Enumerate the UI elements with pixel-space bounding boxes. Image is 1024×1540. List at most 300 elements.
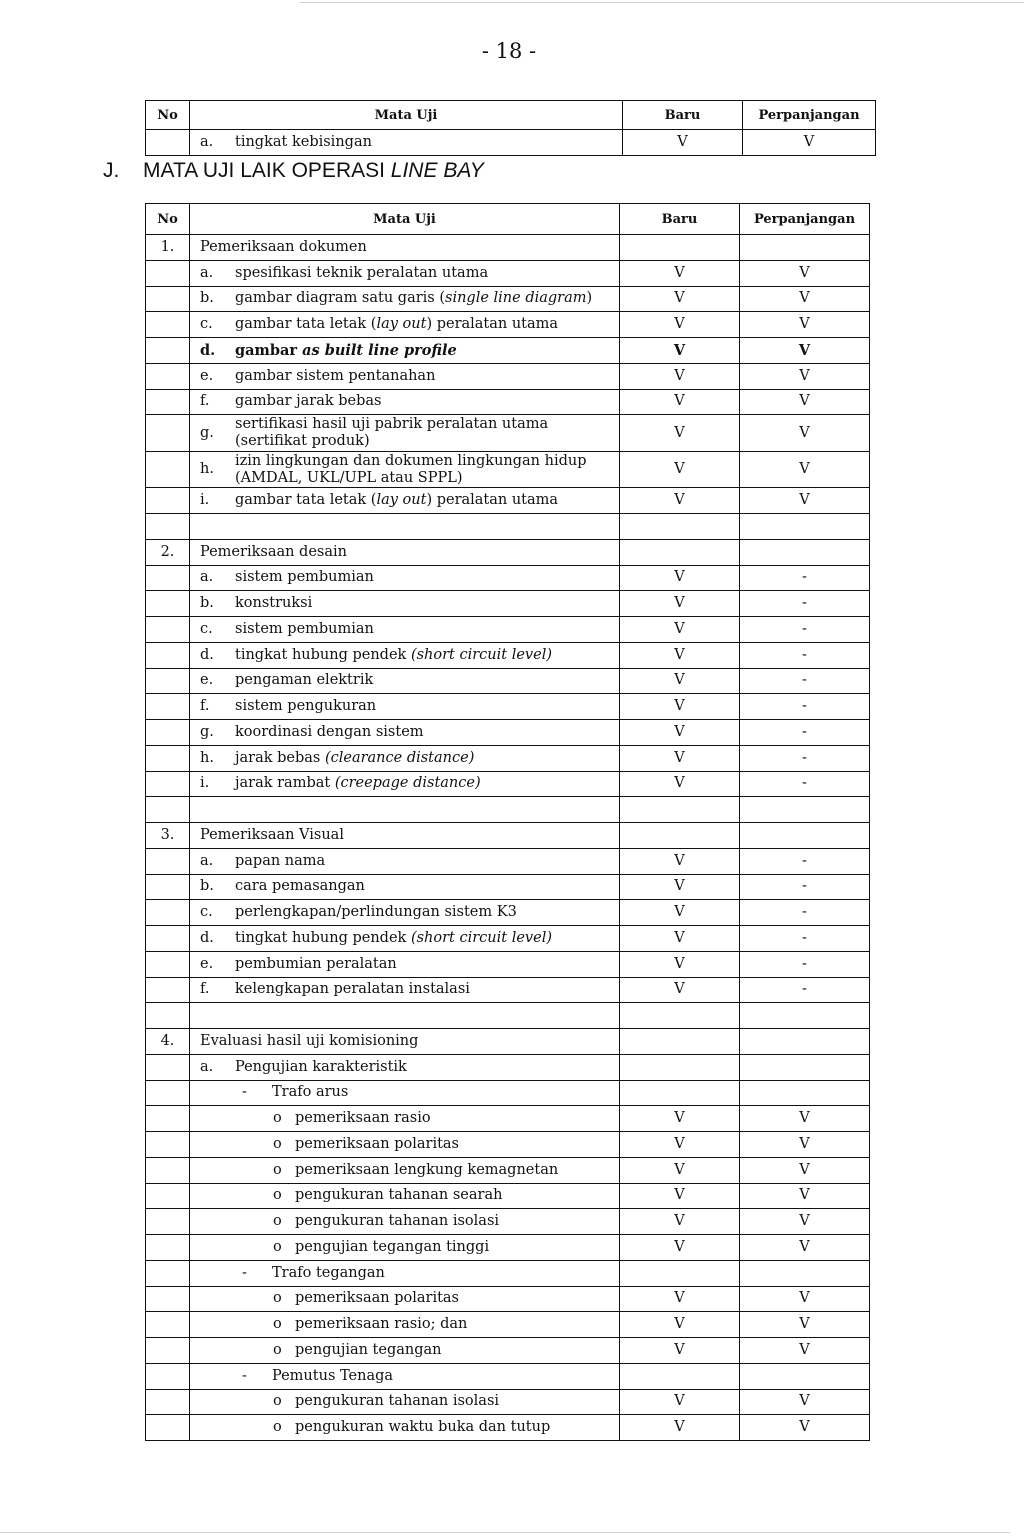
no-cell — [146, 312, 190, 337]
perpanjangan-mark: - — [802, 749, 807, 766]
text-segment: gambar tata letak ( — [235, 316, 377, 333]
text-line — [295, 1316, 467, 1333]
item-text — [235, 853, 325, 870]
item-text — [235, 316, 558, 333]
table-row — [146, 926, 870, 952]
text-segment: tingkat hubung pendek — [235, 929, 411, 946]
text-segment: Trafo arus — [272, 1084, 349, 1101]
table-row — [146, 978, 870, 1004]
no-cell — [146, 1287, 190, 1312]
no-cell — [146, 591, 190, 616]
no-cell — [146, 1209, 190, 1234]
perpanjangan-mark: V — [799, 1238, 810, 1255]
mata-uji-cell — [190, 1158, 620, 1183]
no-cell — [146, 952, 190, 977]
category-title — [200, 1033, 418, 1050]
baru-mark: V — [673, 341, 686, 359]
table-row — [146, 261, 870, 287]
baru-mark: V — [674, 1161, 685, 1178]
perpanjangan-cell — [740, 978, 870, 1003]
text-line — [235, 621, 374, 638]
item-letter: e. — [200, 672, 214, 689]
baru-mark: V — [674, 620, 685, 637]
item-letter: a. — [200, 1058, 214, 1075]
table-row — [146, 452, 870, 489]
table-row — [146, 1158, 870, 1184]
row-number: 2. — [160, 543, 175, 560]
table-row — [146, 364, 870, 390]
mata-uji-cell — [190, 1287, 620, 1312]
item-text — [235, 698, 376, 715]
item-letter: c. — [200, 904, 213, 921]
mata-uji-cell — [190, 617, 620, 642]
perpanjangan-cell — [740, 1261, 870, 1286]
bullet-marker: o — [273, 1187, 282, 1204]
table-row — [146, 643, 870, 669]
baru-mark: V — [674, 775, 685, 792]
header-perpanjangan — [743, 101, 876, 129]
perpanjangan-cell — [740, 952, 870, 977]
item-letter: f. — [200, 698, 210, 715]
item-letter: h. — [200, 461, 214, 477]
no-cell — [146, 338, 190, 363]
category-title — [200, 827, 344, 844]
baru-cell — [620, 1415, 740, 1440]
perpanjangan-cell — [740, 514, 870, 539]
no-cell — [146, 488, 190, 513]
no-cell — [146, 823, 190, 848]
mata-uji-cell — [190, 772, 620, 797]
baru-cell — [620, 1390, 740, 1415]
perpanjangan-cell — [740, 643, 870, 668]
category-title — [200, 544, 347, 561]
text-segment: pemeriksaan lengkung kemagnetan — [295, 1161, 559, 1178]
text-segment: jarak rambat — [235, 775, 335, 792]
perpanjangan-cell — [740, 849, 870, 874]
mata-uji-cell — [190, 1209, 620, 1234]
item-letter: a. — [200, 264, 214, 281]
dash-marker: - — [242, 1264, 247, 1281]
table-row — [146, 746, 870, 772]
text-segment: pengukuran tahanan searah — [295, 1187, 503, 1204]
perpanjangan-mark: V — [799, 492, 810, 509]
table-row — [146, 390, 870, 416]
item-text — [235, 930, 552, 947]
item-text — [295, 1110, 431, 1127]
table-row — [146, 338, 870, 364]
mata-uji-cell — [190, 1029, 620, 1054]
no-cell — [146, 415, 190, 451]
item-text — [235, 956, 397, 973]
perpanjangan-cell — [740, 1338, 870, 1363]
category-row — [146, 1029, 870, 1055]
mata-uji-cell — [190, 746, 620, 771]
text-line — [235, 492, 558, 509]
item-text — [295, 1213, 499, 1230]
no-cell — [146, 452, 190, 488]
item-text — [295, 1316, 467, 1333]
perpanjangan-mark: - — [802, 620, 807, 637]
item-text — [235, 290, 592, 307]
no-cell — [146, 900, 190, 925]
text-line — [295, 1187, 502, 1204]
item-letter: g. — [200, 424, 214, 441]
baru-cell — [620, 617, 740, 642]
bullet-marker: o — [273, 1341, 282, 1358]
item-text — [272, 1368, 393, 1385]
table-row — [146, 772, 870, 798]
perpanjangan-cell — [743, 130, 876, 155]
baru-mark: V — [674, 1187, 685, 1204]
perpanjangan-cell — [740, 364, 870, 389]
text-line — [272, 1084, 348, 1101]
perpanjangan-cell — [740, 488, 870, 513]
header-mata-uji-label: Mata Uji — [373, 211, 436, 227]
item-text — [235, 878, 365, 895]
text-line — [235, 569, 374, 586]
mata-uji-cell — [190, 1132, 620, 1157]
baru-cell — [620, 1338, 740, 1363]
table-row — [146, 287, 870, 313]
baru-cell — [620, 1364, 740, 1389]
baru-mark: V — [674, 1135, 685, 1152]
no-cell — [146, 364, 190, 389]
text-line — [235, 647, 552, 664]
text-segment: pemeriksaan rasio; dan — [295, 1316, 468, 1333]
perpanjangan-cell — [740, 566, 870, 591]
no-cell — [146, 926, 190, 951]
scan-edge-line — [300, 2, 1024, 3]
table-row — [146, 1235, 870, 1261]
mata-uji-cell — [190, 130, 623, 155]
baru-mark: V — [674, 1290, 685, 1307]
bullet-marker: o — [273, 1316, 282, 1333]
header-baru-label: Baru — [661, 211, 698, 227]
mata-uji-cell — [190, 261, 620, 286]
mata-uji-cell — [190, 1390, 620, 1415]
table-row — [146, 1338, 870, 1364]
baru-mark: V — [674, 595, 685, 612]
text-segment: gambar — [235, 341, 303, 359]
item-text — [295, 1239, 489, 1256]
no-cell — [146, 261, 190, 286]
perpanjangan-cell — [740, 287, 870, 312]
text-segment: ) — [586, 290, 593, 307]
baru-cell — [620, 312, 740, 337]
perpanjangan-mark: - — [802, 904, 807, 921]
baru-mark: V — [674, 424, 685, 441]
table-row — [146, 875, 870, 901]
baru-cell — [620, 978, 740, 1003]
no-cell — [146, 849, 190, 874]
no-cell — [146, 1003, 190, 1028]
table-row — [146, 566, 870, 592]
text-segment: ) peralatan utama — [426, 492, 559, 509]
text-line — [295, 1393, 499, 1410]
table-row — [146, 900, 870, 926]
bullet-marker: o — [273, 1238, 282, 1255]
text-segment: pengukuran waktu buka dan tutup — [295, 1419, 551, 1436]
baru-cell — [620, 364, 740, 389]
perpanjangan-cell — [740, 1106, 870, 1131]
table-row — [146, 1261, 870, 1287]
item-text — [235, 569, 374, 586]
perpanjangan-cell — [740, 669, 870, 694]
mata-uji-cell — [190, 978, 620, 1003]
text-line — [295, 1136, 459, 1153]
bullet-marker: o — [273, 1110, 282, 1127]
item-letter: e. — [200, 367, 214, 384]
mata-uji-cell — [190, 823, 620, 848]
text-segment: konstruksi — [235, 595, 313, 612]
mata-uji-cell — [190, 1055, 620, 1080]
mata-uji-cell — [190, 390, 620, 415]
header-baru — [623, 101, 743, 129]
table-row — [146, 1055, 870, 1081]
emphasized-term: lay out — [376, 492, 427, 509]
perpanjangan-mark: V — [799, 316, 810, 333]
perpanjangan-mark: V — [799, 1161, 810, 1178]
no-cell — [146, 390, 190, 415]
text-line — [200, 1033, 418, 1050]
item-text — [295, 1290, 459, 1307]
baru-mark: V — [674, 290, 685, 307]
text-segment: kelengkapan peralatan instalasi — [235, 981, 470, 998]
text-segment: izin lingkungan dan dokumen lingkungan hidup — [235, 452, 587, 469]
item-letter: c. — [200, 620, 213, 637]
baru-mark: V — [674, 367, 685, 384]
baru-cell — [620, 514, 740, 539]
baru-cell — [620, 1261, 740, 1286]
item-letter: f. — [200, 981, 210, 998]
mata-uji-cell — [190, 849, 620, 874]
item-text — [235, 672, 373, 689]
perpanjangan-mark: V — [799, 1187, 810, 1204]
perpanjangan-mark: - — [802, 595, 807, 612]
baru-cell — [620, 823, 740, 848]
baru-cell — [620, 1287, 740, 1312]
table-row — [146, 415, 870, 452]
mata-uji-cell — [190, 566, 620, 591]
text-line — [235, 904, 517, 921]
perpanjangan-cell — [740, 1132, 870, 1157]
baru-cell — [620, 261, 740, 286]
text-segment: Pemeriksaan dokumen — [200, 238, 367, 255]
baru-cell — [620, 235, 740, 260]
perpanjangan-mark: - — [802, 646, 807, 663]
perpanjangan-cell — [740, 1158, 870, 1183]
item-text — [235, 416, 548, 450]
item-letter: d. — [200, 646, 214, 663]
text-segment: Pemeriksaan desain — [200, 543, 347, 560]
baru-cell — [620, 694, 740, 719]
mata-uji-cell — [190, 235, 620, 260]
no-cell — [146, 130, 190, 155]
mata-uji-cell — [190, 338, 620, 363]
baru-mark: V — [677, 134, 688, 150]
perpanjangan-mark: V — [799, 1110, 810, 1127]
text-line — [235, 416, 548, 433]
mata-uji-cell — [190, 1003, 620, 1028]
text-segment: pemeriksaan polaritas — [295, 1135, 460, 1152]
baru-cell — [620, 849, 740, 874]
perpanjangan-mark: V — [799, 1213, 810, 1230]
table-row — [146, 488, 870, 514]
no-cell — [146, 617, 190, 642]
perpanjangan-cell — [740, 926, 870, 951]
perpanjangan-mark: V — [798, 341, 811, 359]
item-letter: e. — [200, 955, 214, 972]
perpanjangan-cell — [740, 694, 870, 719]
baru-cell — [620, 287, 740, 312]
text-segment: perlengkapan/perlindungan sistem K3 — [235, 904, 517, 921]
item-text — [235, 393, 382, 410]
emphasized-term: (short circuit level) — [410, 646, 552, 663]
section-letter: J. — [103, 159, 120, 182]
no-cell — [146, 643, 190, 668]
perpanjangan-cell — [740, 1055, 870, 1080]
text-line — [235, 750, 474, 767]
page-number: - 18 - — [481, 39, 537, 63]
table-top — [145, 100, 876, 156]
emphasized-term: (short circuit level) — [410, 929, 552, 946]
text-segment: pengukuran tahanan isolasi — [295, 1393, 500, 1410]
baru-mark: V — [674, 1110, 685, 1127]
baru-cell — [620, 772, 740, 797]
baru-mark: V — [674, 1419, 685, 1436]
text-segment: cara pemasangan — [235, 878, 365, 895]
baru-mark: V — [674, 316, 685, 333]
text-segment: sistem pengukuran — [235, 698, 377, 715]
baru-cell — [620, 926, 740, 951]
baru-cell — [620, 1003, 740, 1028]
bullet-marker: o — [273, 1290, 282, 1307]
table-row — [146, 694, 870, 720]
emphasized-term: lay out — [376, 316, 427, 333]
text-segment: Evaluasi hasil uji komisioning — [200, 1032, 419, 1049]
baru-mark: V — [674, 264, 685, 281]
text-line — [200, 544, 347, 561]
mata-uji-cell — [190, 540, 620, 565]
item-text — [272, 1265, 385, 1282]
perpanjangan-mark: V — [803, 134, 815, 150]
perpanjangan-mark: V — [799, 461, 810, 477]
mata-uji-cell — [190, 364, 620, 389]
item-text — [235, 595, 312, 612]
perpanjangan-mark: V — [799, 424, 810, 441]
table-row — [146, 849, 870, 875]
mata-uji-cell — [190, 287, 620, 312]
text-line — [295, 1162, 558, 1179]
item-text — [235, 453, 587, 487]
perpanjangan-mark: - — [802, 672, 807, 689]
mata-uji-cell — [190, 875, 620, 900]
baru-cell — [620, 338, 740, 363]
baru-cell — [620, 669, 740, 694]
perpanjangan-cell — [740, 1364, 870, 1389]
baru-cell — [620, 488, 740, 513]
no-cell — [146, 978, 190, 1003]
no-cell — [146, 875, 190, 900]
text-line — [235, 316, 558, 333]
table-row — [146, 312, 870, 338]
baru-mark: V — [674, 955, 685, 972]
baru-cell — [620, 1184, 740, 1209]
text-segment: jarak bebas — [235, 749, 325, 766]
mata-uji-cell — [190, 1184, 620, 1209]
header-perpanjangan — [740, 204, 870, 234]
item-letter: d. — [200, 341, 216, 359]
item-text — [272, 1084, 348, 1101]
header-no-label: No — [157, 211, 178, 227]
table-row — [146, 1081, 870, 1107]
item-letter: a. — [200, 569, 214, 586]
table-row — [146, 1287, 870, 1313]
mata-uji-cell — [190, 926, 620, 951]
no-cell — [146, 694, 190, 719]
baru-cell — [620, 720, 740, 745]
perpanjangan-cell — [740, 746, 870, 771]
text-segment: spesifikasi teknik peralatan utama — [235, 264, 489, 281]
perpanjangan-cell — [740, 1003, 870, 1028]
table-header-row — [146, 101, 876, 130]
table-main — [145, 203, 870, 1441]
item-text — [235, 368, 435, 385]
text-line — [295, 1419, 550, 1436]
header-mata-uji-label: Mata Uji — [374, 107, 438, 123]
item-text — [235, 492, 558, 509]
item-text — [235, 647, 552, 664]
no-cell — [146, 1184, 190, 1209]
item-letter: i. — [200, 775, 210, 792]
item-letter: h. — [200, 749, 214, 766]
text-segment: pengukuran tahanan isolasi — [295, 1213, 500, 1230]
perpanjangan-cell — [740, 1287, 870, 1312]
item-text — [235, 265, 488, 282]
table-row — [146, 720, 870, 746]
mata-uji-cell — [190, 1081, 620, 1106]
perpanjangan-cell — [740, 617, 870, 642]
baru-cell — [620, 746, 740, 771]
perpanjangan-mark: - — [802, 569, 807, 586]
baru-cell — [620, 875, 740, 900]
bullet-marker: o — [273, 1419, 282, 1436]
text-line — [200, 239, 367, 256]
item-text — [295, 1136, 459, 1153]
perpanjangan-mark: V — [799, 1135, 810, 1152]
baru-mark: V — [674, 723, 685, 740]
text-line — [235, 698, 376, 715]
baru-cell — [620, 1235, 740, 1260]
text-line — [295, 1213, 499, 1230]
perpanjangan-cell — [740, 312, 870, 337]
perpanjangan-cell — [740, 261, 870, 286]
baru-mark: V — [674, 749, 685, 766]
perpanjangan-cell — [740, 1312, 870, 1337]
perpanjangan-cell — [740, 797, 870, 822]
no-cell — [146, 669, 190, 694]
item-letter: a. — [200, 134, 214, 150]
no-cell — [146, 540, 190, 565]
mata-uji-cell — [190, 952, 620, 977]
mata-uji-cell — [190, 694, 620, 719]
perpanjangan-cell — [740, 823, 870, 848]
text-line — [235, 265, 488, 282]
text-segment: gambar diagram satu garis ( — [235, 290, 445, 307]
dash-marker: - — [242, 1084, 247, 1101]
text-segment: papan nama — [235, 852, 326, 869]
perpanjangan-cell — [740, 1235, 870, 1260]
